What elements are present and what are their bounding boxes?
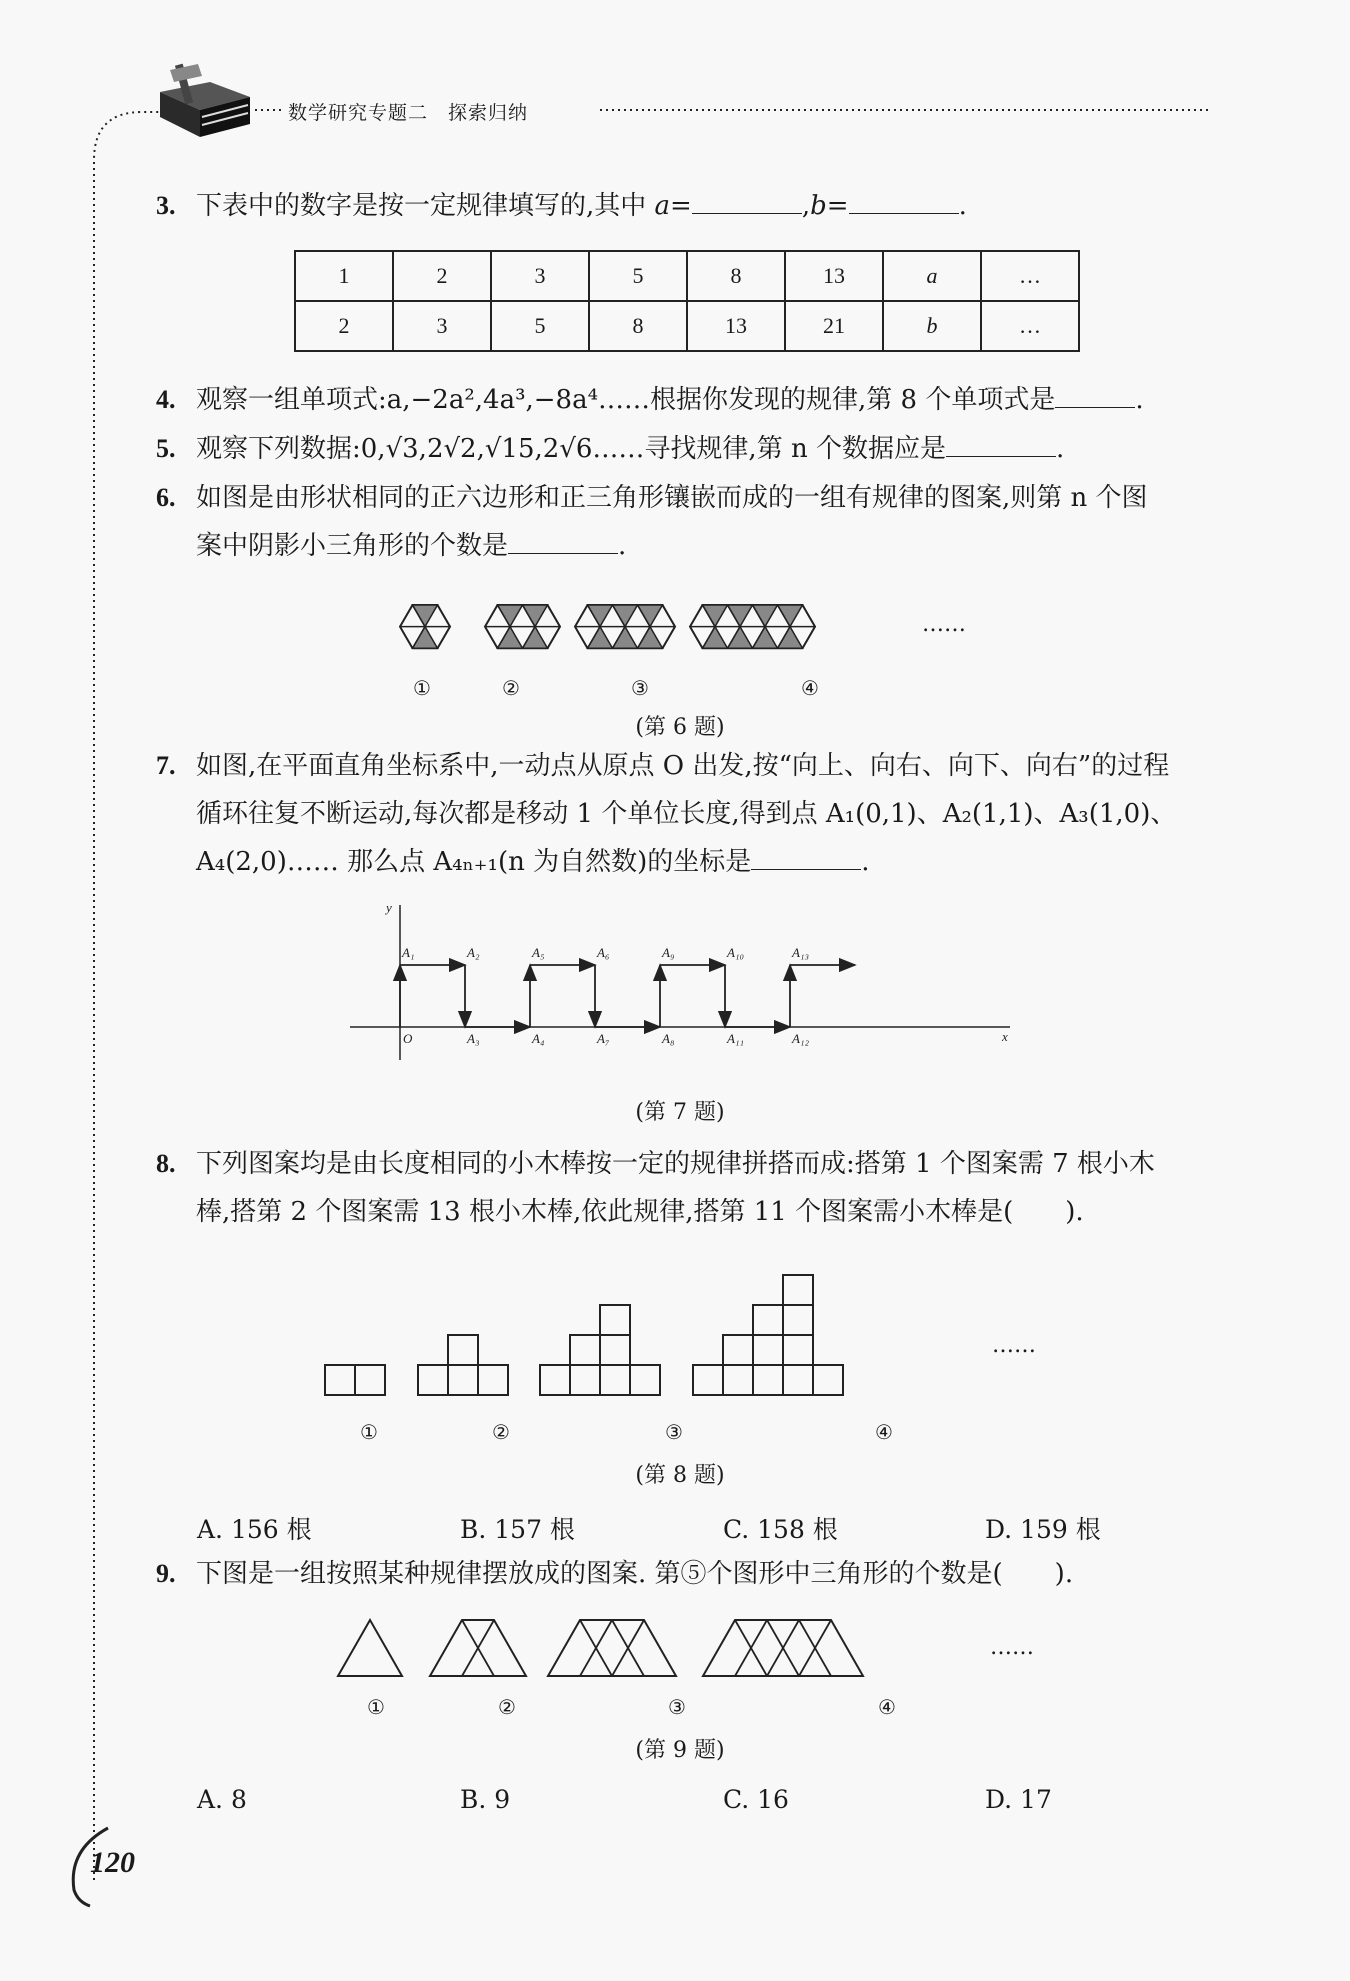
- figure-6-pattern-4: [690, 605, 815, 648]
- stick-square: [753, 1305, 783, 1335]
- x-axis-label: x: [1002, 1029, 1008, 1044]
- shaded-triangle: [523, 627, 548, 649]
- point-label: A₅: [532, 945, 545, 960]
- figure-9-label-4: ④: [878, 1695, 896, 1719]
- point-label: A₆: [597, 945, 610, 960]
- answer-blank: [508, 531, 618, 554]
- question-text-line2: 循环往复不断运动,每次都是移动 1 个单位长度,得到点 A₁(0,1)、A₂(1,1)、A₃(1,0)、: [196, 799, 1177, 829]
- figure-6-label-3: ③: [631, 676, 649, 700]
- inner-line: [438, 605, 451, 627]
- origin-label: O: [403, 1031, 413, 1046]
- question-number: 6.: [156, 483, 176, 512]
- point-label: A₁₂: [792, 1031, 809, 1046]
- table-cell: 2: [393, 251, 491, 301]
- stick-square: [753, 1365, 783, 1395]
- stick-square: [600, 1365, 630, 1395]
- triangle-outline: [338, 1620, 402, 1676]
- shaded-triangle: [728, 605, 753, 627]
- option-a: A. 8: [197, 1785, 247, 1814]
- table-cell: 8: [687, 251, 785, 301]
- figure-7-coordinate-path: [350, 900, 1030, 1085]
- table-row: [295, 301, 1079, 351]
- stick-square: [693, 1365, 723, 1395]
- figure-6-pattern-1: [400, 605, 450, 648]
- page-number: 120: [90, 1846, 135, 1879]
- period: .: [618, 531, 627, 561]
- figure-9-triangle-patterns: [330, 1615, 1030, 1695]
- stick-square: [600, 1305, 630, 1335]
- table-cell: 13: [687, 301, 785, 351]
- figure-9-label-1: ①: [367, 1695, 385, 1719]
- point-label: A₄: [532, 1031, 545, 1046]
- option-a: A. 156 根: [197, 1515, 312, 1544]
- shaded-triangle: [638, 605, 663, 627]
- question-text-line3: [196, 838, 870, 886]
- question-text-line1: 下列图案均是由长度相同的小木棒按一定的规律拼搭而成:搭第 1 个图案需 7 根小木: [196, 1149, 1155, 1179]
- shaded-triangle: [588, 605, 613, 627]
- question-number: 7.: [156, 751, 176, 780]
- option-d: D. 159 根: [985, 1515, 1101, 1544]
- header-title: 数学研究专题二 探索归纳: [288, 102, 529, 124]
- question-text-line1: 如图,在平面直角坐标系中,一动点从原点 O 出发,按“向上、向右、向下、向右”的过程: [196, 751, 1170, 781]
- answer-blank: [849, 191, 959, 214]
- table-cell: 2: [295, 301, 393, 351]
- table-cell: 1: [295, 251, 393, 301]
- stick-square: [783, 1305, 813, 1335]
- figure-7-caption: (第 7 题): [635, 1100, 725, 1125]
- table-cell: 21: [785, 301, 883, 351]
- figure-8-label-4: ④: [875, 1420, 893, 1444]
- point-label: A₂: [467, 945, 480, 960]
- shaded-triangle: [703, 605, 728, 627]
- answer-blank: [751, 847, 861, 870]
- figure-8-label-2: ②: [492, 1420, 510, 1444]
- figure-8-pattern-4: [693, 1275, 843, 1395]
- equals: =: [670, 191, 692, 221]
- period: .: [958, 191, 967, 221]
- point-label: A₁₃: [792, 945, 809, 960]
- shaded-triangle: [778, 627, 803, 649]
- y-axis-label: y: [386, 900, 392, 915]
- point-label: A₉: [662, 945, 675, 960]
- question-number: 9.: [156, 1559, 176, 1588]
- q3-text: 下表中的数字是按一定规律填写的,其中: [196, 191, 655, 221]
- figure-6-pattern-2: [485, 605, 560, 648]
- question-text-line2: 棒,搭第 2 个图案需 13 根小木棒,依此规律,搭第 11 个图案需小木棒是( ).: [196, 1197, 1084, 1227]
- separator: ,: [801, 191, 811, 221]
- answer-blank: [692, 191, 802, 214]
- figure-8-ellipsis: ……: [992, 1333, 1036, 1358]
- table-cell: 13: [785, 251, 883, 301]
- stick-square: [783, 1275, 813, 1305]
- question-text: 下图是一组按照某种规律摆放成的图案. 第⑤个图形中三角形的个数是( ).: [196, 1559, 1074, 1589]
- stick-square: [325, 1365, 355, 1395]
- option-c: C. 16: [723, 1785, 789, 1814]
- figure-6-caption: (第 6 题): [635, 715, 725, 740]
- question-number: 4.: [156, 385, 176, 414]
- table-cell: 5: [589, 251, 687, 301]
- answer-blank: [946, 434, 1056, 457]
- stick-square: [783, 1335, 813, 1365]
- inner-line: [663, 627, 676, 649]
- table-cell: 8: [589, 301, 687, 351]
- table-cell: b: [883, 301, 981, 351]
- stick-square: [540, 1365, 570, 1395]
- point-label: A₇: [597, 1031, 610, 1046]
- stick-square: [783, 1335, 813, 1365]
- triangle-outline: [548, 1620, 676, 1676]
- figure-8-pattern-3: [540, 1305, 660, 1395]
- question-text: [196, 425, 1064, 473]
- figure-6-pattern-3: [575, 605, 675, 648]
- question-text: [196, 182, 967, 230]
- books-logo-icon: [150, 62, 260, 142]
- inner-line: [803, 605, 816, 627]
- question-text-line1: 如图是由形状相同的正六边形和正三角形镶嵌而成的一组有规律的图案,则第 n 个图: [196, 483, 1148, 513]
- shaded-triangle: [638, 627, 663, 649]
- figure-6-label-1: ①: [413, 676, 431, 700]
- stick-square: [723, 1335, 753, 1365]
- stick-square: [355, 1365, 385, 1395]
- stick-square: [753, 1335, 783, 1365]
- stick-square: [783, 1365, 813, 1395]
- table-cell: …: [981, 251, 1079, 301]
- shaded-triangle: [728, 627, 753, 649]
- figure-8-pattern-1: [325, 1365, 385, 1395]
- inner-line: [663, 605, 676, 627]
- period: .: [1135, 385, 1144, 415]
- figure-9-pattern-4: [703, 1620, 863, 1676]
- point-label: A₁₁: [727, 1031, 744, 1046]
- stick-square: [600, 1305, 630, 1335]
- figure-6-label-2: ②: [502, 676, 520, 700]
- shaded-triangle: [413, 627, 438, 649]
- period: .: [1055, 434, 1065, 464]
- point-label: A₁: [402, 945, 415, 960]
- figure-8-label-1: ①: [360, 1420, 378, 1444]
- question-text: [196, 376, 1144, 424]
- shaded-triangle: [498, 605, 523, 627]
- stick-square: [448, 1335, 478, 1365]
- shaded-triangle: [753, 627, 778, 649]
- point-label: A₃: [467, 1031, 480, 1046]
- figure-9-caption: (第 9 题): [635, 1738, 725, 1763]
- q5-text: 观察下列数据:0,√3,2√2,√15,2√6……寻找规律,第 n 个数据应是: [196, 434, 946, 464]
- q7-text: A₄(2,0)…… 那么点 A₄ₙ₊₁(n 为自然数)的坐标是: [196, 847, 752, 877]
- stick-square: [448, 1335, 478, 1365]
- figure-9-label-3: ③: [668, 1695, 686, 1719]
- figure-9-pattern-3: [548, 1620, 676, 1676]
- question-text-line2: [196, 522, 626, 570]
- stick-square: [448, 1365, 478, 1395]
- period: .: [861, 847, 870, 877]
- figure-9-label-2: ②: [498, 1695, 516, 1719]
- shaded-triangle: [753, 605, 778, 627]
- figure-9-pattern-2: [430, 1620, 526, 1676]
- figure-9-pattern-1: [338, 1620, 402, 1676]
- stick-square: [570, 1335, 600, 1365]
- figure-6-hexagon-patterns: [390, 585, 990, 705]
- stick-square: [783, 1275, 813, 1305]
- shaded-triangle: [523, 605, 548, 627]
- figure-8-caption: (第 8 题): [635, 1463, 725, 1488]
- shaded-triangle: [413, 605, 438, 627]
- figure-8-label-3: ③: [665, 1420, 683, 1444]
- answer-blank: [1055, 385, 1135, 408]
- figure-8-pattern-2: [418, 1335, 508, 1395]
- stick-square: [813, 1365, 843, 1395]
- shaded-triangle: [703, 627, 728, 649]
- shaded-triangle: [498, 627, 523, 649]
- figure-6-ellipsis: ……: [922, 612, 966, 637]
- table-cell: a: [883, 251, 981, 301]
- stick-square: [570, 1365, 600, 1395]
- stick-square: [600, 1335, 630, 1365]
- inner-line: [803, 627, 816, 649]
- var-b: b: [810, 191, 827, 221]
- option-b: B. 9: [460, 1785, 511, 1814]
- figure-9-ellipsis: ……: [990, 1635, 1034, 1660]
- table-cell: 3: [393, 301, 491, 351]
- shaded-triangle: [613, 627, 638, 649]
- figure-8-stick-patterns: [320, 1255, 1040, 1415]
- shaded-triangle: [588, 627, 613, 649]
- question-number: 3.: [156, 191, 176, 220]
- stick-square: [418, 1365, 448, 1395]
- option-d: D. 17: [985, 1785, 1052, 1814]
- table-cell: 3: [491, 251, 589, 301]
- stick-square: [478, 1365, 508, 1395]
- question-number: 5.: [156, 434, 176, 463]
- option-b: B. 157 根: [460, 1515, 575, 1544]
- shaded-triangle: [778, 605, 803, 627]
- inner-line: [548, 627, 561, 649]
- stick-square: [783, 1305, 813, 1335]
- option-c: C. 158 根: [723, 1515, 838, 1544]
- question-number: 8.: [156, 1149, 176, 1178]
- stick-square: [600, 1335, 630, 1365]
- stick-square: [630, 1365, 660, 1395]
- q4-text: 观察一组单项式:a,−2a²,4a³,−8a⁴……根据你发现的规律,第 8 个单项式是: [196, 385, 1056, 415]
- equals: =: [826, 191, 849, 221]
- var-a: a: [654, 191, 671, 221]
- table-cell: 5: [491, 301, 589, 351]
- point-label: A₈: [662, 1031, 675, 1046]
- table-cell: …: [981, 301, 1079, 351]
- table-row: [295, 251, 1079, 301]
- figure-6-label-4: ④: [801, 676, 819, 700]
- inner-line: [438, 627, 451, 649]
- stick-square: [723, 1365, 753, 1395]
- inner-line: [548, 605, 561, 627]
- point-label: A₁₀: [727, 945, 744, 960]
- shaded-triangle: [613, 605, 638, 627]
- sequence-table: [294, 250, 1080, 352]
- q6-text: 案中阴影小三角形的个数是: [196, 531, 509, 561]
